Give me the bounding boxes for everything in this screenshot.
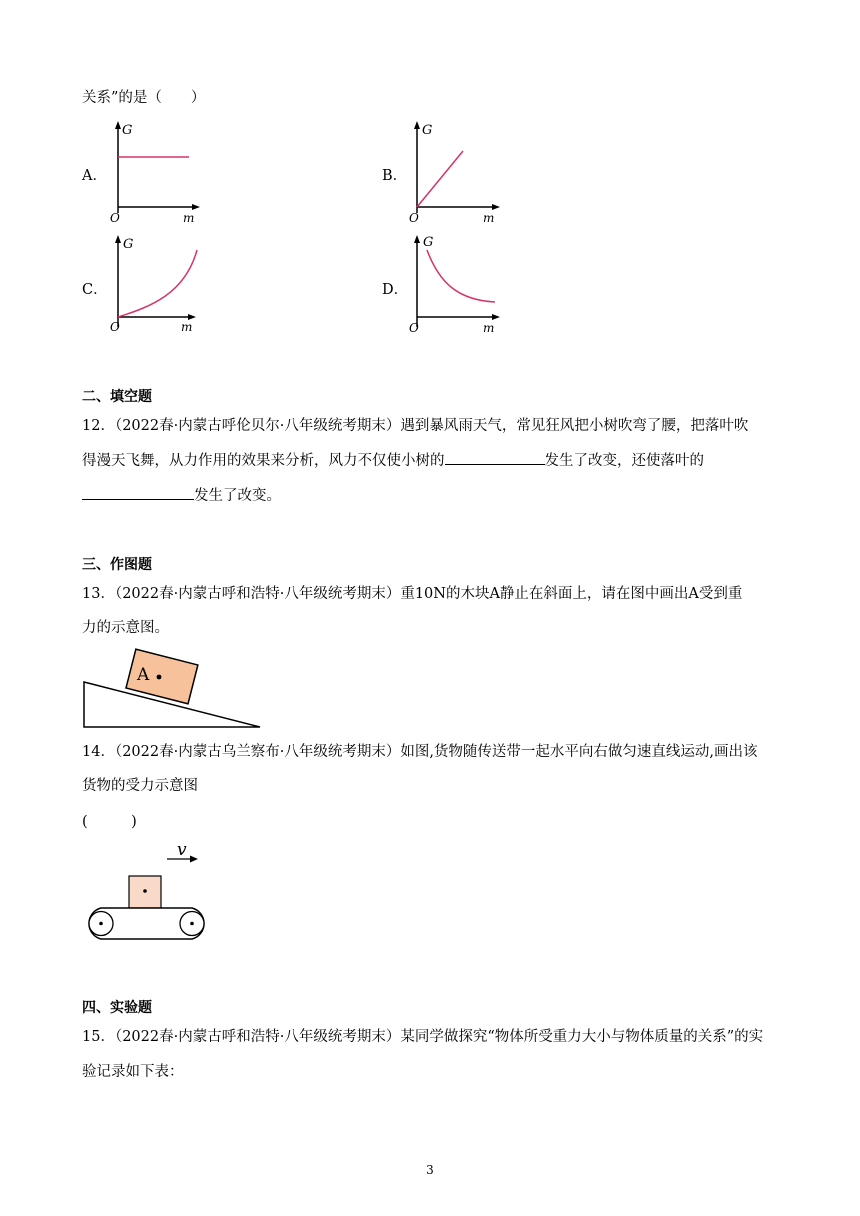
- option-a-graph: [105, 118, 200, 223]
- option-d-graph: [405, 232, 500, 337]
- axis-x-label: m: [483, 321, 495, 335]
- q12-text-b: 发生了改变，还使落叶的: [544, 453, 704, 469]
- option-d-label: D．: [382, 282, 409, 298]
- q14-line3: ( ): [82, 814, 137, 830]
- section-4-title: 四、实验题: [82, 1000, 152, 1016]
- q12-line3: [82, 485, 281, 506]
- velocity-label: v: [177, 840, 187, 860]
- axis-y-label: G: [423, 235, 434, 250]
- block-a-label: A: [137, 665, 150, 685]
- option-c-label: C．: [82, 282, 108, 298]
- axis-x-label: m: [181, 320, 193, 334]
- option-a-label: A．: [82, 168, 107, 184]
- q12-text-a: 得漫天飞舞，从力作用的效果来分析，风力不仅使小树的: [82, 453, 445, 469]
- axis-y-label: G: [422, 123, 433, 138]
- option-b-curve: [417, 151, 463, 207]
- q11-stem-tail: 关系”的是（ ）: [82, 90, 206, 106]
- section-3-title: 三、作图题: [82, 557, 152, 573]
- q12-blank-1[interactable]: [445, 450, 545, 465]
- origin-label: O: [110, 320, 120, 334]
- q15-line1: 15．（2022春·内蒙古呼和浩特·八年级统考期末）某同学做探究“物体所受重力大小与物体质量的关系”的实: [82, 1029, 764, 1045]
- origin-label: O: [110, 211, 120, 223]
- q13-line2: 力的示意图。: [82, 620, 169, 636]
- origin-label: O: [409, 321, 419, 335]
- q14-line1: 14．（2022春·内蒙古乌兰察布·八年级统考期末）如图,货物随传送带一起水平向右做匀速直线运动,画出该: [82, 744, 758, 760]
- q12-line2: [82, 450, 704, 471]
- axis-y-label: G: [122, 123, 133, 138]
- option-c-graph: [105, 232, 200, 337]
- q13-line1: 13．（2022春·内蒙古呼和浩特·八年级统考期末）重10N的木块A静止在斜面上，请在图中画出A受到重: [82, 586, 743, 602]
- option-b-graph: [405, 118, 500, 223]
- block-a-center-dot: [157, 675, 162, 680]
- option-b-label: B．: [382, 168, 408, 184]
- q12-blank-2[interactable]: [82, 485, 194, 500]
- section-2-title: 二、填空题: [82, 389, 152, 405]
- axis-x-label: m: [183, 211, 195, 223]
- incline-figure: [80, 645, 270, 735]
- q12-line1: 12．（2022春·内蒙古呼伦贝尔·八年级统考期末）遇到暴风雨天气，常见狂风把小树吹弯了腰，把落叶吹: [82, 418, 749, 434]
- page-number: 3: [426, 1163, 434, 1177]
- origin-label: O: [409, 211, 419, 223]
- conveyor-figure: [80, 838, 220, 948]
- axis-y-label: G: [123, 237, 134, 252]
- q14-line2: 货物的受力示意图: [82, 778, 198, 794]
- q15-line2: 验记录如下表：: [82, 1064, 184, 1080]
- axis-x-label: m: [483, 211, 495, 223]
- q12-text-c: 发生了改变。: [194, 488, 281, 504]
- option-c-curve: [118, 250, 197, 317]
- option-d-curve: [427, 250, 495, 302]
